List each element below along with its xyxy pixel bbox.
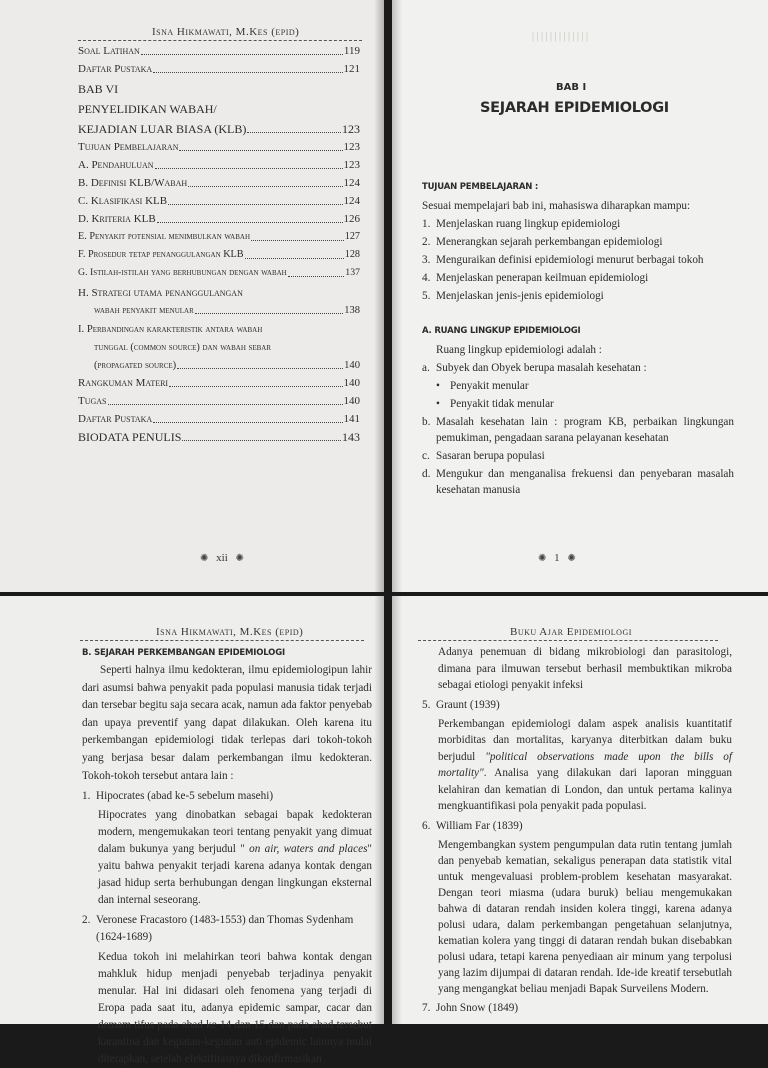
section-body: [82, 648, 372, 1068]
toc-entry[interactable]: (propagated source) 140: [94, 360, 360, 371]
list-item-heading: 2. Veronese Fracastoro (1483-1553) dan Thomas Sydenham (1624-1689): [82, 914, 354, 944]
toc-entry-i-line: tunggal (common source) dan wabah sebar: [94, 342, 272, 353]
page-number: ✺ 1 ✺: [538, 552, 576, 564]
section-body: [422, 644, 732, 1016]
toc-entry[interactable]: Soal Latihan 119: [78, 45, 360, 57]
paragraph: Sesuai mempelajari bab ini, mahasiswa diharapkan mampu:: [422, 200, 691, 212]
paragraph: Perkembangan epidemiologi dalam aspek analisis kuantitatif morbiditas dan mortalitas, karyanya diterbitkan dalam buku berjudul "political observations made upon the bills of mortality". Analisa yang dilakukan dari laporan mingguan kelahiran dan kematian di London, dan untuk pertama kalinya mengkuantifikasi pola penyakit pada populasi.: [438, 717, 732, 812]
toc-entry[interactable]: wabah penyakit menular 138: [94, 305, 360, 316]
toc-entry[interactable]: C. Klasifikasi KLB 124: [78, 195, 360, 207]
bullet-item: • Penyakit menular: [422, 378, 734, 394]
running-header: Isna Hikmawati, M.Kes (epid): [156, 626, 304, 638]
chapter-number: BAB I: [556, 82, 587, 93]
table-of-contents: [78, 42, 360, 446]
chapter-title: SEJARAH EPIDEMIOLOGI: [480, 100, 669, 116]
section-heading: TUJUAN PEMBELAJARAN :: [422, 182, 539, 192]
paragraph: Mengembangkan system pengumpulan data rutin tentang jumlah dan penyebab kematian, sekaligus penerapan data statistik vital untuk mengevaluasi problem-problem kesehatan masyarakat. Dengan teori miasma (udara buruk) beliau mengemukakan bahwa di dataran rendah insiden kolera tinggi, karena adanya polusi udara, dalam perkembangan pengetahuan selanjutnya, kematian kolera yang tinggi di dataran rendah bukan disebabkan polusi udara, tetapi karena penyediaan air minum yang terpolusi yang lazim dijumpai di dataran rendah. Ide-ide kreatif tersebutlah yang mengangkat beliau menjadi Bapak Surveilens Modern.: [438, 838, 732, 995]
paragraph: Ruang lingkup epidemiologi adalah :: [436, 344, 602, 356]
toc-entry[interactable]: D. Kriteria KLB 126: [78, 213, 360, 225]
list-item: 5. Menjelaskan jenis-jenis epidemiologi: [422, 290, 604, 302]
history-page-continued: [392, 596, 768, 1024]
list-item: 4. Menjelaskan penerapan keilmuan epidemiologi: [422, 272, 649, 284]
list-item-heading: 5. Graunt (1939): [422, 698, 500, 711]
section-heading: B. SEJARAH PERKEMBANGAN EPIDEMIOLOGI: [82, 648, 285, 658]
bleed-through-text: | | | | | | | | | | | | |: [532, 31, 589, 42]
toc-entry[interactable]: A. Pendahuluan 123: [78, 159, 360, 171]
list-item-heading: 7. John Snow (1849): [422, 1001, 519, 1014]
toc-entry[interactable]: Tujuan Pembelajaran 123: [78, 141, 360, 153]
header-rule: [78, 40, 362, 41]
toc-chapter-title: PENYELIDIKAN WABAH/: [78, 102, 217, 116]
toc-entry[interactable]: F. Prosedur tetap penanggulangan KLB 128: [78, 249, 360, 260]
paragraph: Kedua tokoh ini melahirkan teori bahwa kontak dengan mahkluk hidup menjadi penyebab terjadinya penyakit menular. Hal ini didasari oleh fenomena yang terjadi di Eropa pada saat itu, adanya epidemic sampar, cacar dan demam tifus pada abad ke 14 dan 15 dan pada abad tersebut karantina dan kegiatan-kegiatan anti epidemic lainnya mulai diterapkan, setelah efektifitasnya dikonfirmasikan: [98, 951, 372, 1066]
paragraph: Seperti halnya ilmu kedokteran, ilmu epidemiologipun lahir dari asumsi bahwa penyakit pada populasi manusia tidak terjadi dan tersebar begitu saja secara acak, namun ada faktor penyebab dan upaya preventif yang dapat dilakukan. Oleh karena itu perkembangan epidemiologi tidak terlepas dari tokoh-tokoh yang berjasa besar dalam perkembangan ilmu kedokteran. Tokoh-tokoh tersebut antara lain :: [82, 664, 372, 782]
running-header: Isna Hikmawati, M.Kes (epid): [152, 26, 300, 38]
history-page: [0, 596, 384, 1066]
ornament-icon: ✺: [235, 553, 244, 564]
toc-entry-i-line: I. Perbandingan karakteristik antara wabah: [78, 324, 263, 335]
gutter-shadow: [374, 0, 384, 592]
list-item: a. Subyek dan Obyek berupa masalah kesehatan :: [422, 362, 647, 374]
chapter-body: [422, 182, 734, 498]
toc-entry[interactable]: Daftar Pustaka 121: [78, 63, 360, 75]
list-item-heading: 1. Hipocrates (abad ke-5 sebelum masehi): [82, 790, 274, 803]
toc-chapter-number: BAB VI: [78, 82, 119, 96]
header-rule: [418, 640, 718, 641]
toc-entry[interactable]: B. Definisi KLB/Wabah 124: [78, 177, 360, 189]
bullet-item: • Penyakit tidak menular: [422, 396, 734, 412]
toc-page: [0, 0, 384, 592]
paragraph: Adanya penemuan di bidang mikrobiologi dan parasitologi, dimana para ilmuwan tersebut berhasil membuktikan mikroba sebagai etiologi penyakit infeksi: [438, 646, 732, 691]
ornament-icon: ✺: [538, 553, 547, 564]
list-item: 2. Menerangkan sejarah perkembangan epidemiologi: [422, 236, 663, 248]
list-item: b. Masalah kesehatan lain : program KB, perbaikan lingkungan pemukiman, pengadaan sarana pelayanan kesehatan: [422, 416, 734, 444]
toc-entry[interactable]: Rangkuman Materi 140: [78, 377, 360, 389]
toc-entry[interactable]: E. Penyakit potensial menimbulkan wabah 127: [78, 231, 360, 242]
list-item: d. Mengukur dan menganalisa frekuensi dan penyebaran masalah kesehatan manusia: [422, 468, 734, 496]
running-header: Buku Ajar Epidemiologi: [510, 626, 632, 638]
toc-entry[interactable]: Tugas 140: [78, 395, 360, 407]
ornament-icon: ✺: [200, 553, 209, 564]
paragraph: Hipocrates yang dinobatkan sebagai bapak kedokteran modern, mengemukakan teori tentang penyakit yang dimuat dalam bukunya yang berjudul " on air, waters and places" yaitu bahwa penyakit terjadi karena adanya kontak dengan jasad hidup serta berhubungan dengan lingkungan eksternal dan internal seseorang.: [98, 809, 372, 907]
toc-entry[interactable]: Daftar Pustaka 141: [78, 413, 360, 425]
list-item: 3. Menguraikan definisi epidemiologi menurut berbagai tokoh: [422, 254, 704, 266]
section-heading: A. RUANG LINGKUP EPIDEMIOLOGI: [422, 326, 581, 336]
chapter-page: [392, 0, 768, 592]
gutter-shadow: [392, 0, 402, 592]
gutter-shadow: [392, 596, 402, 1024]
toc-entry[interactable]: BIODATA PENULIS 143: [78, 430, 360, 444]
gutter-shadow: [374, 596, 384, 1024]
toc-entry[interactable]: G. Istilah-istilah yang berhubungan dengan wabah 137: [78, 267, 360, 278]
list-item-heading: 6. William Far (1839): [422, 819, 523, 832]
ornament-icon: ✺: [567, 553, 576, 564]
page-number: ✺ xii ✺: [200, 552, 244, 564]
header-rule: [80, 640, 364, 641]
list-item: c. Sasaran berupa populasi: [422, 450, 545, 462]
list-item: 1. Menjelaskan ruang lingkup epidemiologi: [422, 218, 621, 230]
toc-entry-h-line: H. Strategi utama penanggulangan: [78, 287, 243, 299]
toc-entry[interactable]: KEJADIAN LUAR BIASA (KLB) 123: [78, 122, 360, 136]
